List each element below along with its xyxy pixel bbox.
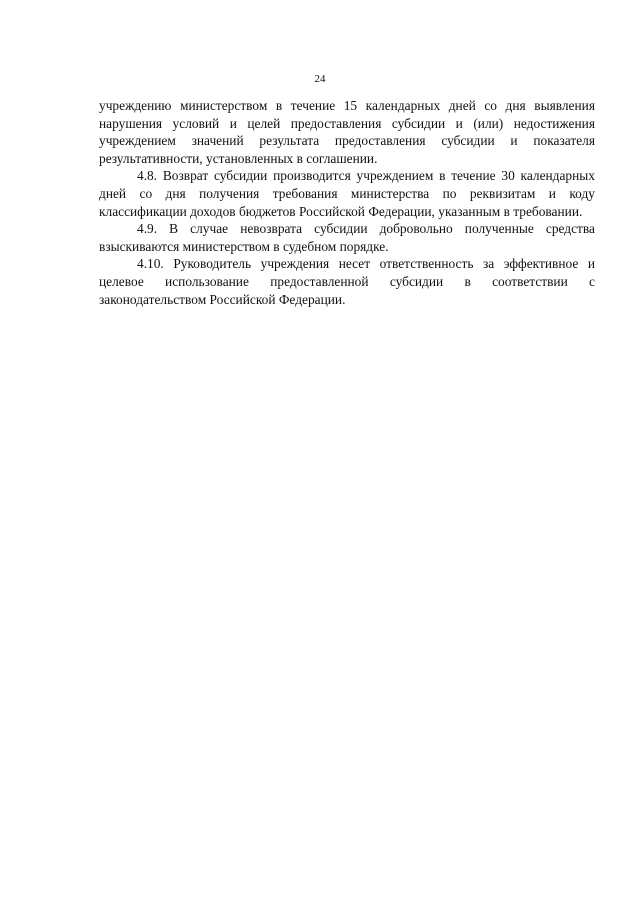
paragraph-4-10: 4.10. Руководитель учреждения несет ответственность за эффективное и целевое использование предоставленной субсидии в соответствии с законодательством Российской Федерации.	[99, 256, 595, 307]
page-number: 24	[314, 73, 326, 85]
document-body	[99, 97, 595, 308]
paragraph-4-8: 4.8. Возврат субсидии производится учреждением в течение 30 календарных дней со дня получения требования министерства по реквизитам и коду классификации доходов бюджетов Российской Федерации, указанным в требовании.	[99, 168, 595, 219]
paragraph-continuation: учреждению министерством в течение 15 календарных дней со дня выявления нарушения условий и целей предоставления субсидии и (или) недостижения учреждением значений результата предоставления субсидии и показателя результативности, установленных в соглашении.	[99, 98, 595, 166]
paragraph-4-9: 4.9. В случае невозврата субсидии добровольно полученные средства взыскиваются министерством в судебном порядке.	[99, 221, 595, 254]
